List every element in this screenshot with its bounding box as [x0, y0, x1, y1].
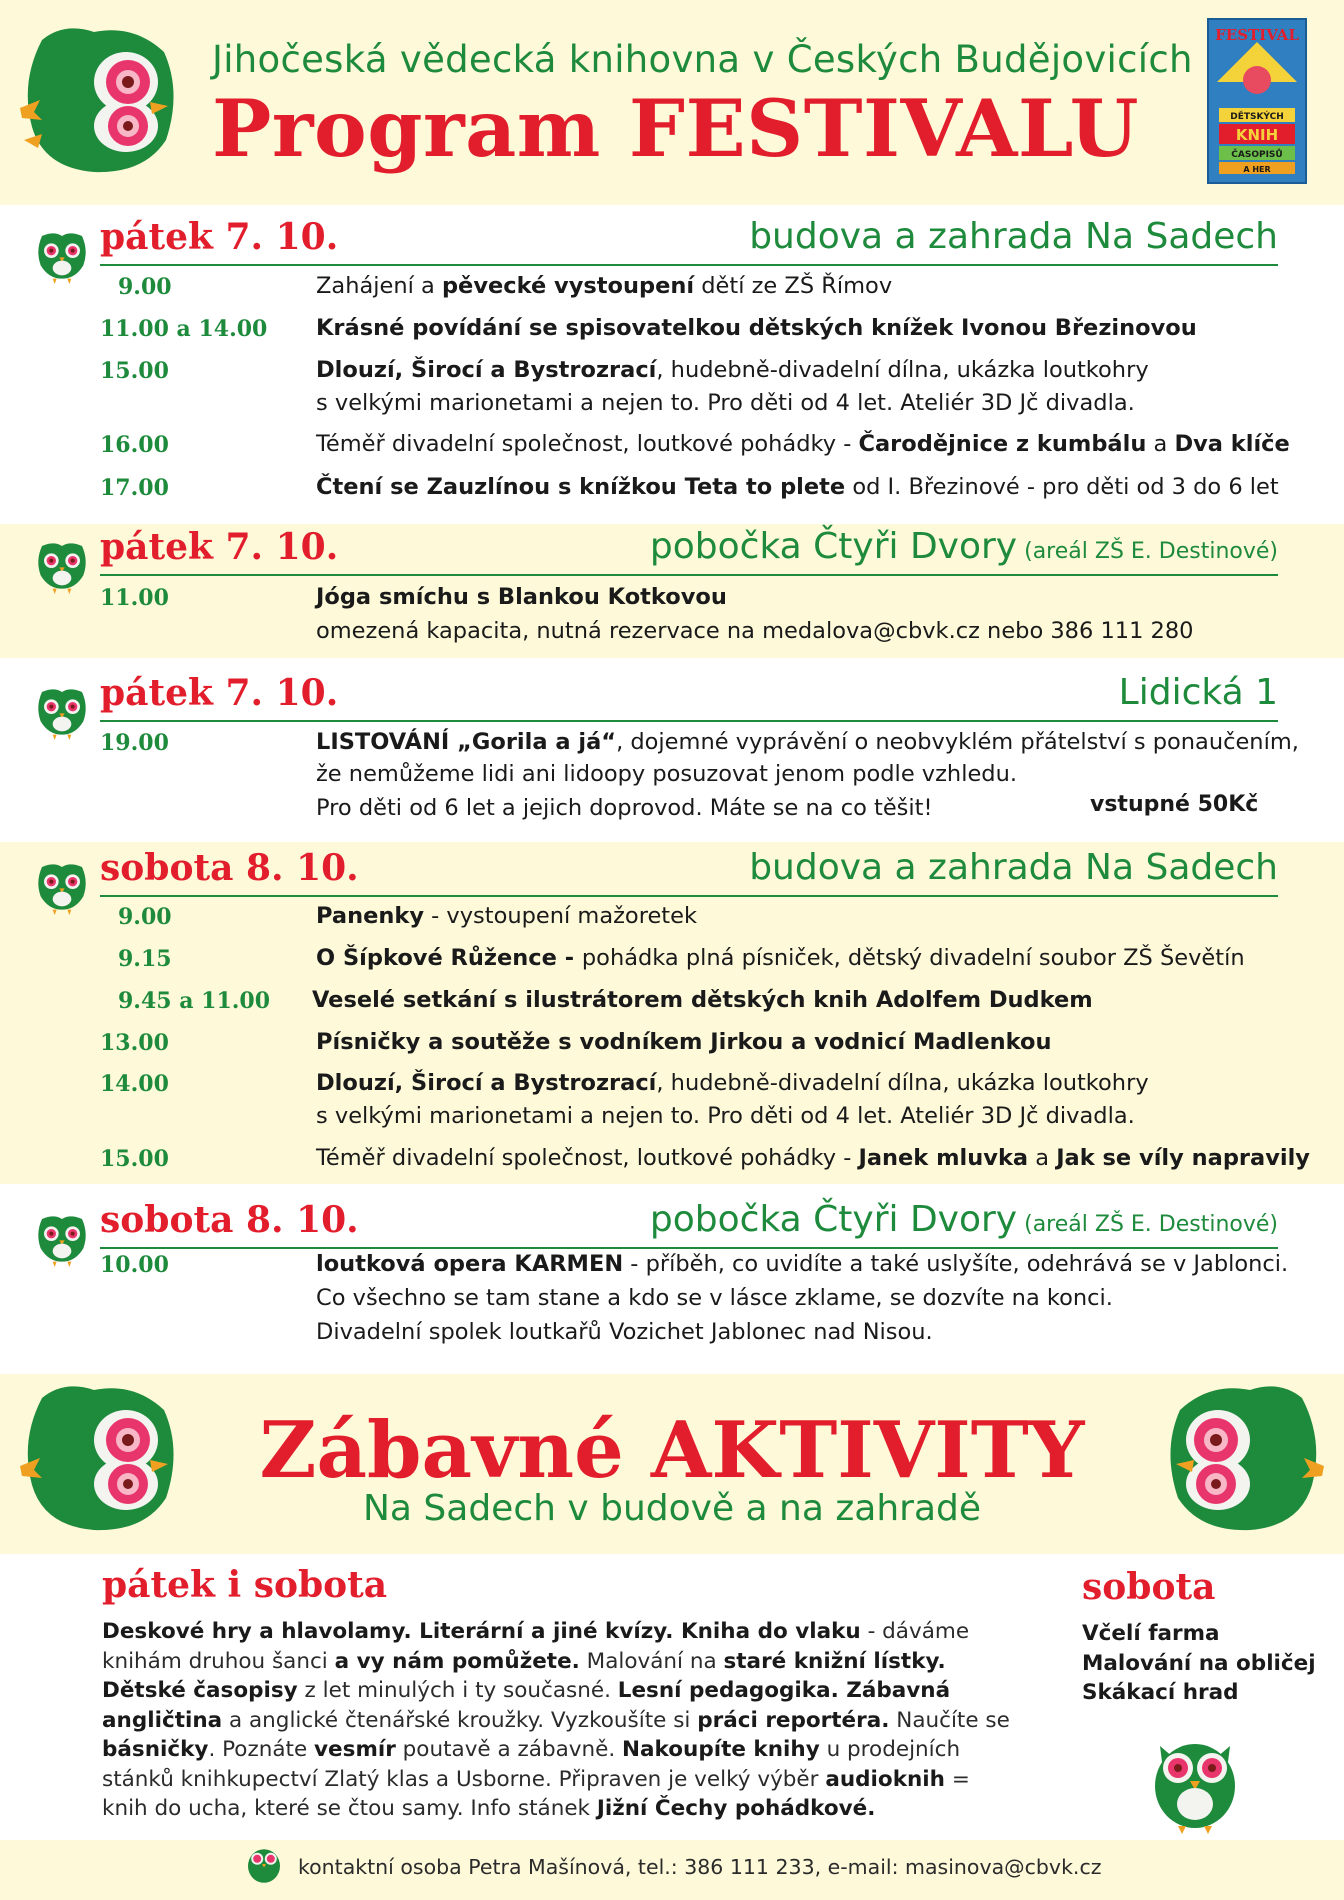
- event-time: 17.00: [100, 475, 169, 501]
- section-place: [650, 1199, 1278, 1240]
- event-time: 13.00: [100, 1030, 169, 1056]
- section-place: [650, 526, 1278, 567]
- event-description: Čtení se Zauzlínou s knížkou Teta to plete od I. Březinové - pro děti od 3 do 6 let: [316, 474, 1279, 500]
- event-time: 19.00: [100, 730, 169, 756]
- saturday-heading: sobota: [1082, 1566, 1216, 1608]
- event-description: loutková opera KARMEN - příběh, co uvidíte a také uslyšíte, odehrává se v Jablonci.: [316, 1251, 1289, 1277]
- place-note: (areál ZŠ E. Destinové): [1017, 1212, 1278, 1237]
- event-description-line: Pro děti od 6 let a jejich doprovod. Máte se na co těšit!: [316, 795, 933, 821]
- event-description: Veselé setkání s ilustrátorem dětských knih Adolfem Dudkem: [312, 987, 1093, 1013]
- owl-mascot-icon: [14, 22, 184, 182]
- section-place: [749, 216, 1278, 257]
- event-description: LISTOVÁNÍ „Gorila a já“, dojemné vyprávění o neobvyklém přátelství s ponaučením,: [316, 729, 1299, 755]
- owl-section-icon: [22, 674, 102, 754]
- place-note: (areál ZŠ E. Destinové): [1017, 539, 1278, 564]
- event-time: 9.00: [118, 274, 172, 300]
- footer-contact: kontaktní osoba Petra Mašínová, tel.: 386 111 233, e-mail: masinova@cbvk.cz: [298, 1855, 1102, 1879]
- festival-logo-icon: [1209, 20, 1305, 182]
- badge-line3: KNIH: [1235, 126, 1279, 144]
- section-rule: [100, 574, 1278, 576]
- page-title: Program FESTIVALU: [212, 82, 1140, 175]
- event-description-line: Co všechno se tam stane a kdo se v lásce zklame, se dozvíte na konci.: [316, 1285, 1113, 1311]
- event-description: Písničky a soutěže s vodníkem Jirkou a vodnicí Madlenkou: [316, 1029, 1052, 1055]
- owl-section-icon: [22, 218, 102, 298]
- owl-standing-icon: [1140, 1726, 1250, 1836]
- section-rule: [100, 895, 1278, 897]
- place-name: budova a zahrada Na Sadech: [749, 847, 1278, 888]
- badge-line4: ČASOPISŮ: [1231, 150, 1283, 160]
- event-time: 16.00: [100, 432, 169, 458]
- event-time: 11.00: [100, 585, 169, 611]
- event-time: 15.00: [100, 358, 169, 384]
- section-rule: [100, 720, 1278, 722]
- owl-section-icon: [22, 1201, 102, 1281]
- section-rule: [100, 264, 1278, 266]
- event-description-line: omezená kapacita, nutná rezervace na medalova@cbvk.cz nebo 386 111 280: [316, 618, 1194, 644]
- section-day: sobota 8. 10.: [100, 1199, 359, 1241]
- badge-festival-text: FESTIVAL: [1215, 26, 1299, 44]
- section-place: [749, 847, 1278, 888]
- event-description: Krásné povídání se spisovatelkou dětských knížek Ivonou Březinovou: [316, 315, 1197, 341]
- event-description: Téměř divadelní společnost, loutkové pohádky - Janek mluvka a Jak se víly napravily: [316, 1145, 1310, 1171]
- event-description: O Šípkové Růžence - pohádka plná písniček, dětský divadelní soubor ZŠ Ševětín: [316, 945, 1245, 971]
- event-time: 15.00: [100, 1146, 169, 1172]
- event-description-line: že nemůžeme lidi ani lidoopy posuzovat jenom podle vzhledu.: [316, 761, 1017, 787]
- event-time: 14.00: [100, 1071, 169, 1097]
- section-day: pátek 7. 10.: [100, 216, 339, 258]
- place-name: Lidická 1: [1118, 672, 1278, 713]
- owl-footer-icon: [242, 1842, 286, 1886]
- section-day: pátek 7. 10.: [100, 672, 339, 714]
- event-description: Zahájení a pěvecké vystoupení dětí ze ZŠ Římov: [316, 273, 893, 299]
- event-description: Panenky - vystoupení mažoretek: [316, 903, 697, 929]
- owl-section-icon: [22, 849, 102, 929]
- saturday-list: [1082, 1619, 1316, 1708]
- badge-line5: A HER: [1243, 165, 1271, 174]
- event-description-line: Divadelní spolek loutkařů Vozichet Jablonec nad Nisou.: [316, 1319, 933, 1345]
- event-time: 9.00: [118, 904, 172, 930]
- event-description: Dlouzí, Širocí a Bystrozrací, hudebně-divadelní dílna, ukázka loutkohry: [316, 1070, 1149, 1096]
- event-description-line: s velkými marionetami a nejen to. Pro děti od 4 let. Ateliér 3D Jč divadla.: [316, 390, 1135, 416]
- activities-subtitle: Na Sadech v budově a na zahradě: [362, 1488, 982, 1529]
- event-time: 9.45 a 11.00: [118, 988, 271, 1014]
- saturday-item: Včelí farma: [1082, 1621, 1220, 1646]
- badge-line2: DĚTSKÝCH: [1230, 112, 1284, 122]
- owl-section-icon: [22, 528, 102, 608]
- both-days-heading: pátek i sobota: [102, 1564, 388, 1606]
- saturday-item: Malování na obličej: [1082, 1650, 1316, 1676]
- place-name: budova a zahrada Na Sadech: [749, 216, 1278, 257]
- event-description: Téměř divadelní společnost, loutkové pohádky - Čarodějnice z kumbálu a Dva klíče: [316, 431, 1290, 457]
- place-name: pobočka Čtyři Dvory: [649, 526, 1018, 567]
- both-days-text: Deskové hry a hlavolamy. Literární a jiné kvízy. Kniha do vlaku - dáváme knihám druhou šanci a vy nám pomůžete. Malování na staré knižní lístky. Dětské časopisy z let minulých i ty současné. Lesní pedagogika. Zábavná angličtina a anglické čtenářské kroužky. Vyzkoušíte si práci reportéra. Naučíte se básničky. Poznáte vesmír poutavě a zábavně. Nakoupíte knihy u prodejních stánků knihkupectví Zlatý klas a Usborne. Připraven je velký výběr audioknih = knih do ucha, které se čtou samy. Info stánek Jižní Čechy pohádkové.: [102, 1619, 1010, 1821]
- section-day: pátek 7. 10.: [100, 526, 339, 568]
- festival-badge-logo: [1207, 18, 1307, 184]
- event-description: Dlouzí, Širocí a Bystrozrací, hudebně-divadelní dílna, ukázka loutkohry: [316, 357, 1149, 383]
- place-name: pobočka Čtyři Dvory: [649, 1199, 1018, 1240]
- section-day: sobota 8. 10.: [100, 847, 359, 889]
- saturday-item: Skákací hrad: [1082, 1680, 1239, 1705]
- activities-title: Zábavné AKTIVITY: [259, 1405, 1085, 1496]
- event-time: 9.15: [118, 946, 172, 972]
- event-description-line: s velkými marionetami a nejen to. Pro děti od 4 let. Ateliér 3D Jč divadla.: [316, 1103, 1135, 1129]
- event-time: 10.00: [100, 1252, 169, 1278]
- event-description: Jóga smíchu s Blankou Kotkovou: [316, 584, 727, 610]
- section-place: [1119, 672, 1278, 713]
- entry-fee: vstupné 50Kč: [1090, 792, 1259, 817]
- library-name: Jihočeská vědecká knihovna v Českých Budějovicích: [212, 38, 1193, 81]
- event-time: 11.00 a 14.00: [100, 316, 268, 342]
